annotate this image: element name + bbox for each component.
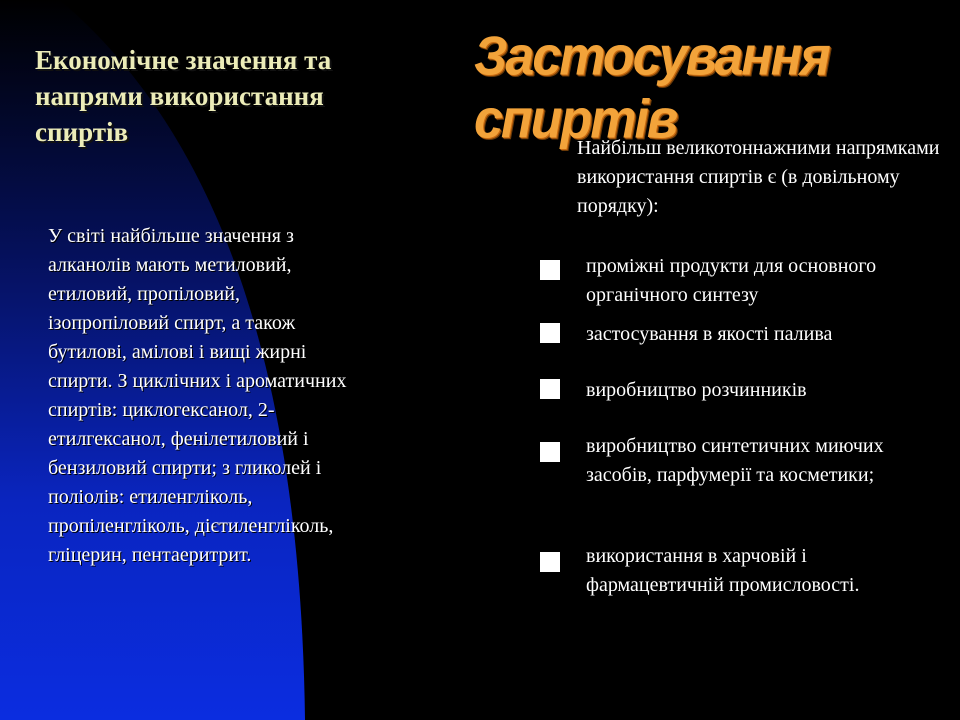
bullet-square-icon bbox=[540, 552, 560, 572]
bullet-square-icon bbox=[540, 323, 560, 343]
bullet-square-icon bbox=[540, 442, 560, 462]
slide-subtitle: Економічне значення та напрями використання спиртів bbox=[35, 45, 332, 147]
bullet-text: проміжні продукти для основного органічного синтезу bbox=[586, 255, 877, 306]
bullet-text: застосування в якості палива bbox=[586, 323, 833, 345]
left-body-text: У світі найбільше значення з алканолів мають метиловий, етиловий, пропіловий, ізопропіловий спирт, а також бутилові, амілові і вищі жирні спирти. З циклічних і ароматичних спиртів: циклогексанол, 2-етилгексанол, фенілетиловий і бензиловий спирти; з гликолей і поліолів: етиленгліколь, пропіленгліколь, дієтиленгліколь, гліцерин, пентаеритрит. bbox=[48, 225, 347, 566]
bullet-square-icon bbox=[540, 379, 560, 399]
bullet-text: виробництво розчинників bbox=[586, 379, 807, 401]
bullet-text: використання в харчовій і фармацевтичній промисловості. bbox=[586, 545, 860, 596]
intro-text: Найбільш великотоннажними напрямками використання спиртів є (в довільному порядку): bbox=[577, 137, 940, 217]
slide-title: Застосування спиртів bbox=[474, 26, 829, 150]
bullet-square-icon bbox=[540, 260, 560, 280]
bullet-text: виробництво синтетичних миючих засобів, парфумерії та косметики; bbox=[586, 435, 884, 486]
